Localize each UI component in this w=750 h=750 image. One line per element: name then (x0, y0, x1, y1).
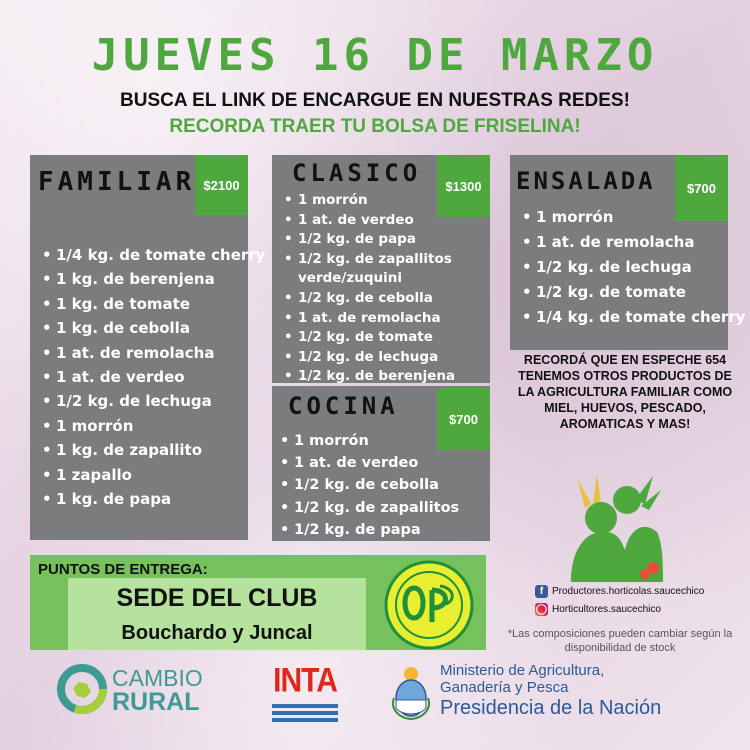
link-notice: BUSCA EL LINK DE ENCARGUE EN NUESTRAS REDES! (120, 90, 630, 111)
box-ensalada-price: $700 (675, 155, 728, 221)
market-note: RECORDÁ QUE EN ESPECHE 654 TENEMOS OTROS PRODUCTOS DE LA AGRICULTURA FAMILIAR COMO MIEL, HUEVOS, PESCADO, AROMATICAS Y MAS! (517, 353, 733, 431)
list-item: • 1 at. de verdeo (42, 365, 248, 389)
box-familiar-title: FAMILIAR (38, 167, 196, 197)
delivery-label: PUNTOS DE ENTREGA: (38, 561, 208, 578)
list-item: • 1/2 kg. de cebolla (280, 474, 490, 496)
cambio-rural-logo (112, 666, 203, 714)
list-item: • 1/2 kg. de papa (280, 519, 490, 541)
list-item: • 1 at. de remolacha (284, 309, 490, 329)
facebook-link[interactable] (535, 585, 704, 598)
list-item: • 1 morrón (280, 430, 490, 452)
box-cocina-title: COCINA (288, 392, 399, 420)
delivery-corner: Bouchardo y Juncal (121, 622, 313, 644)
box-clasico-price: $1300 (437, 155, 490, 217)
list-item: • 1 kg. de zapallito (42, 438, 248, 462)
list-item: • 1/4 kg. de tomate cherry (42, 243, 248, 267)
list-item: • 1 kg. de tomate (42, 292, 248, 316)
list-item: • 1/2 kg. de lechuga (522, 255, 728, 280)
ministry-name: Ministerio de Agricultura, (440, 662, 605, 679)
box-familiar-list (42, 243, 266, 511)
box-cocina-price: $700 (437, 388, 490, 450)
list-item: • 1/2 kg. de zapallitos verde/zuquini (284, 250, 484, 289)
farmers-illustration (565, 470, 665, 582)
instagram-icon: ◯ (535, 604, 548, 615)
list-item: • 1 morrón (42, 414, 248, 438)
coat-of-arms-icon (390, 664, 432, 720)
list-item: • 1/4 kg. de tomate cherry (522, 305, 728, 330)
bag-reminder: RECORDA TRAER TU BOLSA DE FRISELINA! (169, 116, 581, 137)
list-item: • 1 at. de remolacha (522, 230, 728, 255)
cambio-rural-icon (57, 664, 107, 714)
list-item: • 1/2 kg. de lechuga (284, 348, 490, 368)
delivery-place: SEDE DEL CLUB (116, 584, 318, 612)
list-item: • 1/2 kg. de lechuga (42, 389, 248, 413)
box-familiar (30, 155, 266, 540)
list-item: • 1/2 kg. de papa (284, 230, 490, 250)
box-familiar-price: $2100 (195, 155, 248, 215)
box-cocina (272, 386, 490, 541)
inta-stripe (272, 718, 338, 722)
box-clasico (272, 155, 490, 383)
list-item: • 1 kg. de cebolla (42, 316, 248, 340)
list-item: • 1 at. de verdeo (280, 452, 490, 474)
club-logo (384, 560, 474, 650)
list-item: • 1 morrón (522, 205, 728, 230)
box-cocina-list (280, 430, 490, 541)
list-item: • 1 zapallo (42, 463, 248, 487)
ministry-name-2: Ganadería y Pesca (440, 679, 569, 696)
box-ensalada-title: ENSALADA (516, 167, 656, 195)
list-item: • 1 kg. de berenjena (42, 267, 248, 291)
list-item: • 1/2 kg. de tomate (284, 328, 490, 348)
inta-logo (272, 661, 338, 722)
list-item: • 1/2 kg. de zapallitos (280, 497, 490, 519)
list-item: • 1/2 kg. de tomate (522, 280, 728, 305)
list-item: • 1 at. de remolacha (42, 341, 248, 365)
stock-disclaimer: *Las composiciones pueden cambiar según la disponibilidad de stock (507, 628, 733, 654)
box-ensalada (510, 155, 746, 350)
box-clasico-title: CLASICO (292, 159, 422, 187)
list-item: • 1 kg. de papa (42, 487, 248, 511)
box-clasico-list (284, 191, 490, 387)
list-item: • 1 at. de verdeo (284, 211, 490, 231)
cambio-line: CAMBIO (112, 665, 203, 691)
inta-stripe (272, 711, 338, 715)
list-item: • 1/2 kg. de berenjena (284, 367, 490, 387)
rural-line: RURAL (112, 688, 200, 716)
list-item: • 1/2 kg. de cebolla (284, 289, 490, 309)
inta-word: INTA (273, 661, 337, 700)
inta-stripe (272, 704, 338, 708)
facebook-handle: Productores.horticolas.saucechico (552, 586, 705, 597)
facebook-icon: f (535, 585, 548, 598)
ministry-logo (440, 662, 604, 696)
instagram-link[interactable] (535, 603, 661, 616)
date-title: JUEVES 16 DE MARZO (91, 30, 659, 81)
presidency-name: Presidencia de la Nación (440, 697, 662, 719)
instagram-handle: Horticultores.saucechico (552, 604, 661, 615)
box-ensalada-list (522, 205, 746, 330)
list-item: • 1 morrón (284, 191, 490, 211)
